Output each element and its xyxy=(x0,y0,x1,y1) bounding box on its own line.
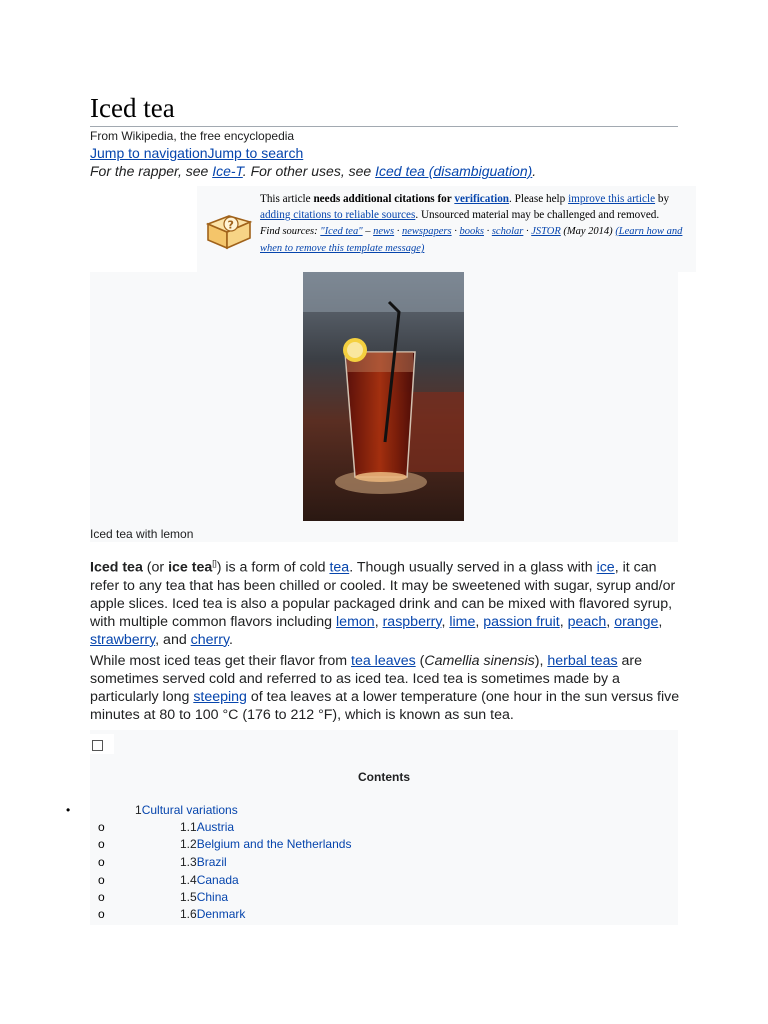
toc-number: 1.2 xyxy=(180,837,197,851)
separator: , xyxy=(606,613,615,630)
learn-remove-link[interactable]: (Learn how and when to remove this template message) xyxy=(260,226,683,254)
paragraph-text: ( xyxy=(415,653,425,669)
notice-bold-text: needs additional citations for xyxy=(313,193,455,205)
book-question-icon xyxy=(205,210,253,250)
toc-link[interactable]: Cultural variations xyxy=(141,803,238,817)
toc-sub-bullet: o xyxy=(98,907,105,921)
paragraph-text: While most iced teas get their flavor from xyxy=(90,653,351,669)
toc-item-china[interactable] xyxy=(180,889,228,906)
paragraph-text: . xyxy=(229,631,233,648)
toc-link[interactable]: Brazil xyxy=(196,855,227,869)
toc-bullet: • xyxy=(66,803,71,817)
figure-caption: Iced tea with lemon xyxy=(90,527,194,541)
paragraph-text: . Though usually served in a glass with xyxy=(349,559,597,576)
toc-item-brazil[interactable] xyxy=(180,854,227,871)
separator: · xyxy=(451,226,460,237)
separator: , xyxy=(441,613,450,630)
hatnote-text: For the rapper, see xyxy=(90,163,213,179)
newspapers-link[interactable]: newspapers xyxy=(402,226,452,237)
raspberry-link[interactable]: raspberry xyxy=(382,613,442,630)
paragraph-text: ), xyxy=(534,653,548,669)
toc-number: 1.1 xyxy=(180,820,197,834)
toc-link[interactable]: Canada xyxy=(196,873,239,887)
iced-tea-photo xyxy=(303,272,464,521)
separator: , xyxy=(658,613,663,630)
svg-text:?: ? xyxy=(227,218,234,232)
find-query-link[interactable]: "Iced tea" xyxy=(320,226,363,237)
toc-link[interactable]: China xyxy=(196,890,229,904)
separator: , xyxy=(475,613,484,630)
improve-article-link[interactable]: improve this article xyxy=(568,193,656,205)
species-name: Camellia sinensis xyxy=(424,653,535,669)
toc-number: 1.5 xyxy=(180,890,197,904)
bold-term: Iced tea xyxy=(90,559,143,576)
herbal-teas-link[interactable]: herbal teas xyxy=(547,653,618,669)
hatnote-text: . For other uses, see xyxy=(242,163,376,179)
toc-sub-bullet: o xyxy=(98,855,105,869)
separator: , xyxy=(374,613,383,630)
toc-item-austria[interactable] xyxy=(180,819,234,836)
toc-sub-bullet: o xyxy=(98,820,105,834)
disambiguation-link[interactable]: Iced tea (disambiguation) xyxy=(375,163,533,179)
jump-to-search-link[interactable]: Jump to search xyxy=(207,145,304,161)
ice-t-link[interactable]: Ice-T xyxy=(212,163,243,179)
toc-link[interactable]: Belgium and the Netherlands xyxy=(196,837,352,851)
table-of-contents xyxy=(66,730,678,925)
notice-text: This article xyxy=(260,193,314,205)
separator: · xyxy=(394,226,402,237)
toc-title: Contents xyxy=(358,770,410,784)
lime-link[interactable]: lime xyxy=(449,613,476,630)
paragraph-text: ) is a form of cold xyxy=(216,559,330,576)
verification-label: verification xyxy=(454,193,510,205)
find-sources-line xyxy=(260,226,682,254)
paragraph-text: , it can refer to any tea that has been chilled or cooled. It may be sweetened with sugar, syrup and/or apple slices. Iced tea is also a popular packaged drink and can be mixed with flavored syrup, with multiple common flavors including xyxy=(90,559,676,630)
toc-sub-bullet: o xyxy=(98,890,105,904)
toc-toggle-checkbox[interactable] xyxy=(92,740,103,751)
toc-sub-bullet: o xyxy=(98,873,105,887)
separator: , xyxy=(559,613,568,630)
toc-item-denmark[interactable] xyxy=(180,906,245,923)
reference-icon[interactable]: [] xyxy=(212,559,217,568)
cherry-link[interactable]: cherry xyxy=(190,631,230,648)
lead-paragraph xyxy=(90,555,682,649)
separator: · xyxy=(523,226,532,237)
page-title: Iced tea xyxy=(90,92,678,127)
tea-leaves-link[interactable]: tea leaves xyxy=(351,653,416,669)
hatnote-text: . xyxy=(532,163,537,179)
toc-link[interactable]: Austria xyxy=(196,820,235,834)
books-link[interactable]: books xyxy=(459,226,484,237)
toc-number: 1.6 xyxy=(180,907,197,921)
notice-text: by xyxy=(655,193,670,205)
paragraph-text: of tea leaves at a lower temperature (one hour in the sun versus five minutes at 80 to 100 °C (176 to 212 °F), which is known as sun tea. xyxy=(90,689,680,723)
hatnote xyxy=(90,163,536,179)
bold-term: ice tea xyxy=(168,559,213,576)
notice-text: . Please help xyxy=(509,193,569,205)
citation-notice-text xyxy=(260,191,690,257)
separator: – xyxy=(362,226,374,237)
news-link[interactable]: news xyxy=(373,226,395,237)
toc-link[interactable]: Denmark xyxy=(196,907,246,921)
orange-link[interactable]: orange xyxy=(614,613,659,630)
adding-citations-link[interactable]: adding citations to reliable sources xyxy=(260,209,416,221)
infobox-figure xyxy=(90,272,678,542)
separator: , and xyxy=(155,631,191,648)
toc-item-canada[interactable] xyxy=(180,872,239,889)
toc-number: 1 xyxy=(135,803,142,817)
toc-sub-bullet: o xyxy=(98,837,105,851)
passion-fruit-link[interactable]: passion fruit xyxy=(483,613,560,630)
peach-link[interactable]: peach xyxy=(567,613,607,630)
toc-item-belgium[interactable] xyxy=(180,836,351,853)
site-tagline: From Wikipedia, the free encyclopedia xyxy=(90,129,295,143)
jump-links xyxy=(90,145,303,161)
verification-link[interactable] xyxy=(454,193,509,205)
tea-link[interactable]: tea xyxy=(329,559,350,576)
toc-number: 1.3 xyxy=(180,855,197,869)
strawberry-link[interactable]: strawberry xyxy=(90,631,156,648)
citation-notice-box xyxy=(197,186,696,272)
steeping-link[interactable]: steeping xyxy=(193,689,247,705)
scholar-link[interactable]: scholar xyxy=(491,226,524,237)
notice-text: . Unsourced material may be challenged and removed. xyxy=(415,209,660,221)
jump-to-navigation-link[interactable]: Jump to navigation xyxy=(90,145,208,161)
toc-toggle[interactable] xyxy=(90,734,114,754)
separator: · xyxy=(483,226,492,237)
lemon-link[interactable]: lemon xyxy=(336,613,375,630)
jstor-link[interactable]: JSTOR xyxy=(531,226,561,237)
toc-number: 1.4 xyxy=(180,873,197,887)
paragraph-text: (or xyxy=(142,559,169,576)
second-paragraph xyxy=(90,652,682,724)
notice-date: (May 2014) xyxy=(560,226,616,237)
toc-item-cultural-variations[interactable] xyxy=(135,802,238,819)
ice-link[interactable]: ice xyxy=(596,559,615,576)
find-sources-label: Find sources: xyxy=(260,226,321,237)
paragraph-text: are sometimes served cold and referred to as iced tea. Iced tea is sometimes made by a particularly long xyxy=(90,653,643,705)
